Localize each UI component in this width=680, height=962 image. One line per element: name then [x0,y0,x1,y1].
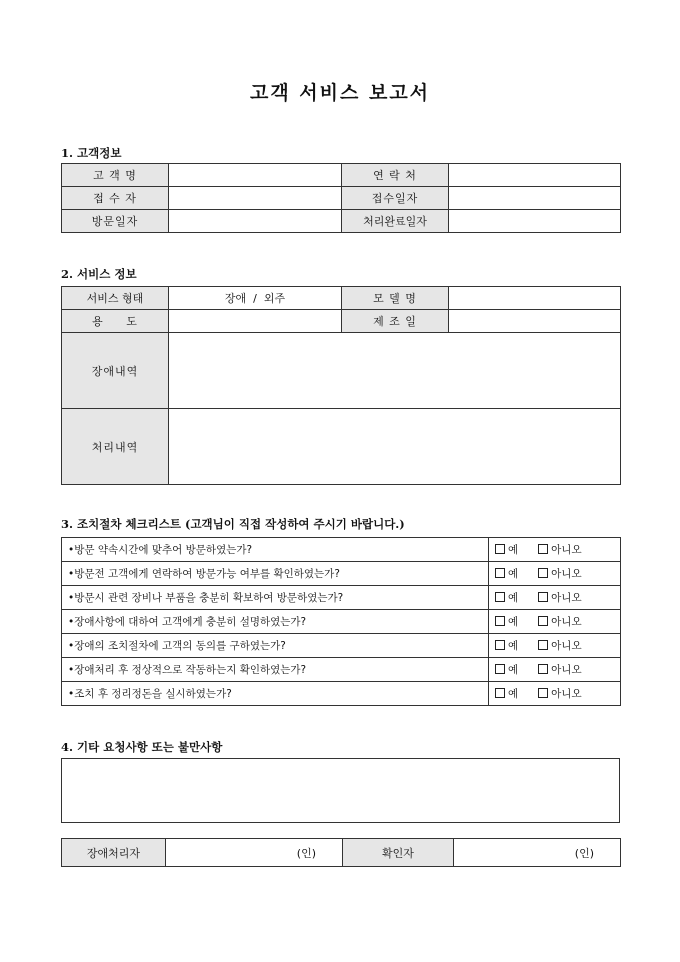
checklist-answer [489,586,621,610]
visit-date-field[interactable] [169,210,342,233]
checkbox-icon [495,616,505,626]
checklist-question: •조치 후 정리정돈을 실시하였는가? [62,682,489,706]
table-row [62,164,621,187]
contact-field[interactable] [449,164,621,187]
table-row [62,658,621,682]
checkbox-icon [538,544,548,554]
model-name-field[interactable] [449,287,621,310]
contact-label: 연 락 처 [342,164,449,187]
table-row [62,839,621,867]
checklist-question: •장애사항에 대하여 고객에게 충분히 설명하였는가? [62,610,489,634]
signature-table [61,838,621,867]
checklist-answer [489,562,621,586]
no-option[interactable]: 아니오 [538,592,581,604]
checklist-answer [489,538,621,562]
no-option[interactable]: 아니오 [538,640,581,652]
checklist-question: •장애의 조치절차에 고객의 동의를 구하였는가? [62,634,489,658]
table-row [62,333,621,409]
manufacture-date-field[interactable] [449,310,621,333]
checkbox-icon [538,664,548,674]
yes-option[interactable]: 예 [495,688,518,700]
checklist-question: •장애처리 후 정상적으로 작동하는지 확인하였는가? [62,658,489,682]
usage-field[interactable] [169,310,342,333]
checklist-question: •방문전 고객에게 연락하여 방문가능 여부를 확인하였는가? [62,562,489,586]
checkbox-icon [495,688,505,698]
section-heading-requests: 4. 기타 요청사항 또는 불만사항 [61,740,223,754]
confirmer-label: 확인자 [343,839,454,867]
section-heading-customer-info: 1. 고객정보 [61,146,122,160]
receiver-label: 접 수 자 [62,187,169,210]
handler-label: 장애처리자 [62,839,166,867]
table-row [62,538,621,562]
checkbox-icon [495,664,505,674]
fault-details-label: 장애내역 [62,333,169,409]
checkbox-icon [538,592,548,602]
table-row [62,562,621,586]
visit-date-label: 방문일자 [62,210,169,233]
table-row [62,287,621,310]
no-option[interactable]: 아니오 [538,544,581,556]
no-option[interactable]: 아니오 [538,664,581,676]
service-type-field[interactable]: 장애 / 외주 [169,287,342,310]
no-option[interactable]: 아니오 [538,616,581,628]
usage-label: 용 도 [62,310,169,333]
checklist-question: •방문시 관련 장비나 부품을 충분히 확보하여 방문하였는가? [62,586,489,610]
document-title: 고객 서비스 보고서 [249,82,431,104]
table-row [62,759,620,823]
completion-date-field[interactable] [449,210,621,233]
manufacture-date-label: 제 조 일 [342,310,449,333]
receiver-field[interactable] [169,187,342,210]
checkbox-icon [495,640,505,650]
yes-option[interactable]: 예 [495,664,518,676]
no-option[interactable]: 아니오 [538,568,581,580]
receipt-date-label: 접수일자 [342,187,449,210]
checklist-table [61,537,621,706]
checkbox-icon [495,568,505,578]
checkbox-icon [538,688,548,698]
yes-option[interactable]: 예 [495,592,518,604]
confirmer-seal-field[interactable]: (인) [454,839,621,867]
receipt-date-field[interactable] [449,187,621,210]
customer-name-field[interactable] [169,164,342,187]
model-name-label: 모 델 명 [342,287,449,310]
completion-date-label: 처리완료일자 [342,210,449,233]
table-row [62,586,621,610]
customer-name-label: 고 객 명 [62,164,169,187]
section-heading-checklist: 3. 조치절차 체크리스트 (고객님이 직접 작성하여 주시기 바랍니다.) [61,517,405,531]
handling-details-field[interactable] [169,409,621,485]
service-type-label: 서비스 형태 [62,287,169,310]
requests-table [61,758,620,823]
service-info-table [61,286,621,485]
table-row [62,634,621,658]
checkbox-icon [495,592,505,602]
checklist-answer [489,610,621,634]
checklist-answer [489,634,621,658]
handler-seal-field[interactable]: (인) [166,839,343,867]
yes-option[interactable]: 예 [495,616,518,628]
section-heading-service-info: 2. 서비스 정보 [61,267,137,281]
checkbox-icon [538,616,548,626]
checkbox-icon [538,568,548,578]
no-option[interactable]: 아니오 [538,688,581,700]
checkbox-icon [538,640,548,650]
table-row [62,610,621,634]
requests-field[interactable] [62,759,620,823]
yes-option[interactable]: 예 [495,640,518,652]
checkbox-icon [495,544,505,554]
table-row [62,310,621,333]
yes-option[interactable]: 예 [495,568,518,580]
handling-details-label: 처리내역 [62,409,169,485]
table-row [62,187,621,210]
customer-info-table [61,163,621,233]
table-row [62,210,621,233]
yes-option[interactable]: 예 [495,544,518,556]
checklist-answer [489,682,621,706]
table-row [62,409,621,485]
table-row [62,682,621,706]
fault-details-field[interactable] [169,333,621,409]
checklist-question: •방문 약속시간에 맞추어 방문하였는가? [62,538,489,562]
checklist-answer [489,658,621,682]
